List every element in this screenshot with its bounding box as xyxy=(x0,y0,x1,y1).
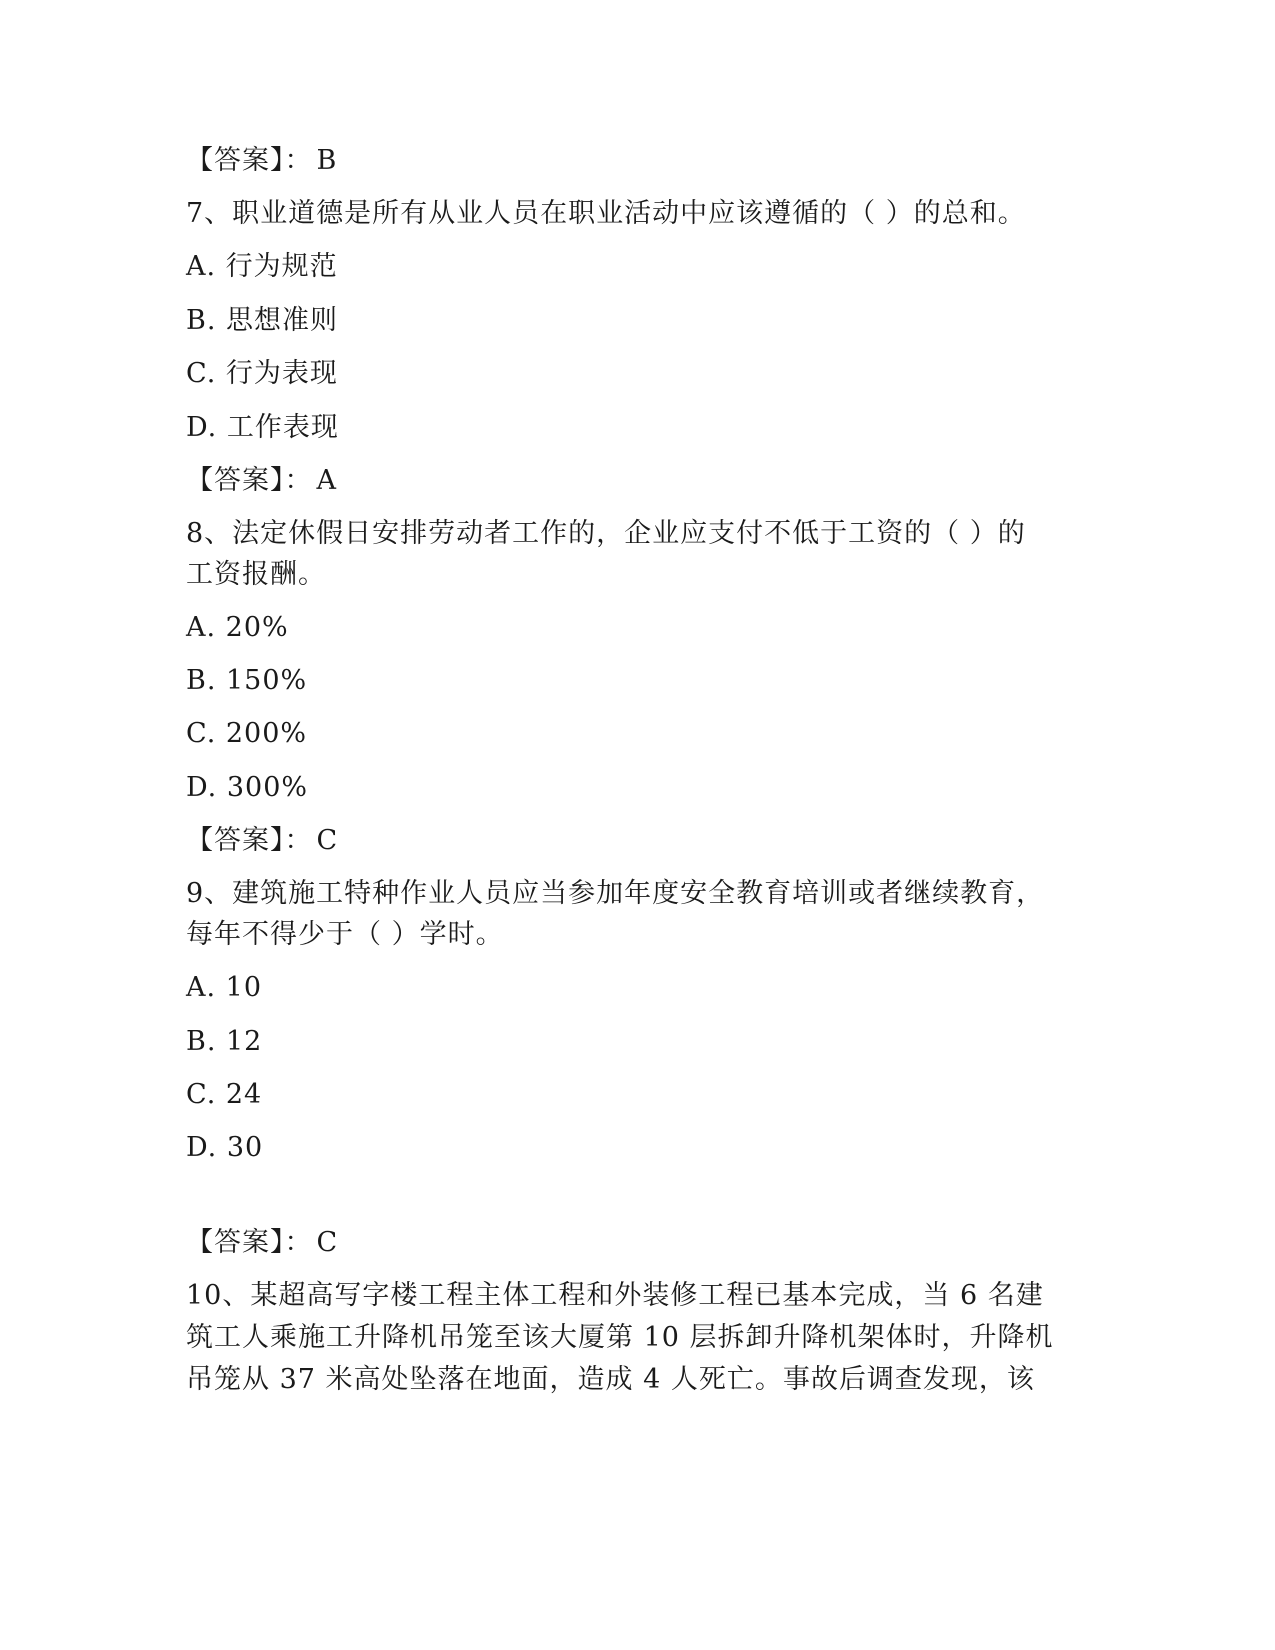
answer-value: C xyxy=(316,825,339,856)
question-7-text: 7、职业道德是所有从业人员在职业活动中应该遵循的（ ）的总和。 xyxy=(186,198,1026,229)
question-8-text-line-1: 8、法定休假日安排劳动者工作的，企业应支付不低于工资的（ ）的 xyxy=(186,518,1026,549)
question-10-text-line-3: 吊笼从 37 米高处坠落在地面，造成 4 人死亡。事故后调查发现，该 xyxy=(186,1364,1035,1395)
question-9-option-c: C. 24 xyxy=(186,1079,263,1110)
answer-label: 【答案】： xyxy=(186,1227,313,1258)
question-8-text-line-2: 工资报酬。 xyxy=(186,559,326,590)
question-9-option-a: A. 10 xyxy=(186,972,263,1003)
question-9-text-line-2: 每年不得少于（ ）学时。 xyxy=(186,919,504,950)
question-8-option-a: A. 20% xyxy=(186,612,289,643)
question-10-text-line-2: 筑工人乘施工升降机吊笼至该大厦第 10 层拆卸升降机架体时，升降机 xyxy=(186,1322,1054,1353)
question-10-text-line-1: 10、某超高写字楼工程主体工程和外装修工程已基本完成，当 6 名建 xyxy=(186,1280,1044,1311)
question-8-option-b: B. 150% xyxy=(186,665,308,696)
answer-label: 【答案】： xyxy=(186,465,313,496)
answer-line-q9 xyxy=(186,1226,338,1260)
question-9-option-b: B. 12 xyxy=(186,1026,263,1057)
answer-line-q6 xyxy=(186,144,337,178)
question-9-text-line-1: 9、建筑施工特种作业人员应当参加年度安全教育培训或者继续教育， xyxy=(186,878,1045,909)
answer-line-q7 xyxy=(186,464,337,498)
question-7-option-b: B. 思想准则 xyxy=(186,305,339,336)
question-8-option-d: D. 300% xyxy=(186,772,309,803)
answer-value: B xyxy=(316,145,338,176)
question-9-option-d: D. 30 xyxy=(186,1132,264,1163)
question-8-option-c: C. 200% xyxy=(186,718,308,749)
answer-label: 【答案】： xyxy=(186,145,313,176)
answer-label: 【答案】： xyxy=(186,825,313,856)
question-7-option-a: A. 行为规范 xyxy=(186,251,338,282)
answer-value: A xyxy=(316,465,337,496)
question-7-option-c: C. 行为表现 xyxy=(186,358,338,389)
answer-line-q8 xyxy=(186,824,338,858)
answer-value: C xyxy=(316,1227,339,1258)
question-7-option-d: D. 工作表现 xyxy=(186,412,339,443)
